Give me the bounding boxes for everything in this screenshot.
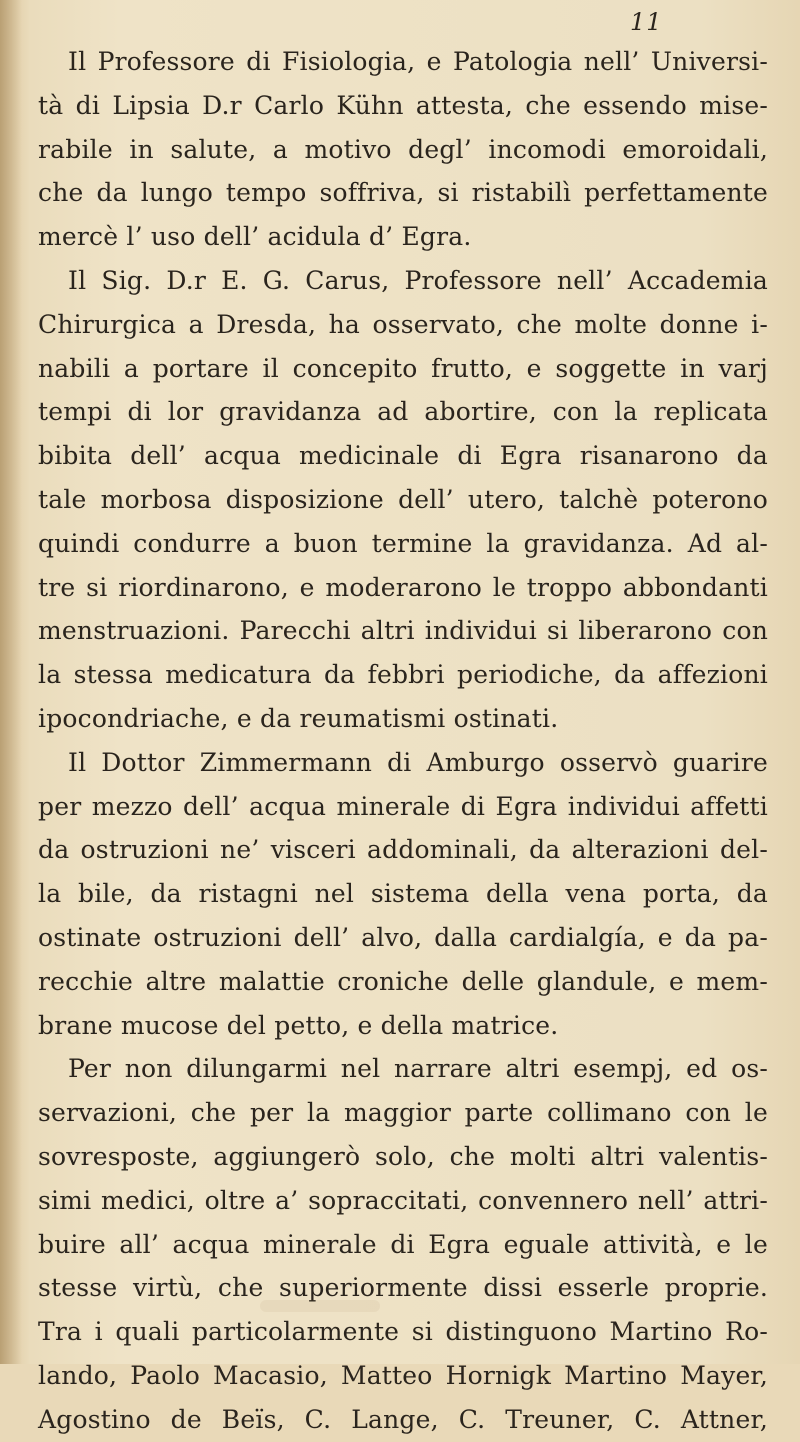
text-line: tà di Lipsia D.r Carlo Kühn attesta, che essendo mise- xyxy=(38,90,768,120)
paper-stain xyxy=(260,1300,380,1312)
text-line: tempi di lor gravidanza ad abortire, con la replicata xyxy=(38,397,768,427)
text-line: buire all’ acqua minerale di Egra eguale attività, e le xyxy=(38,1229,768,1259)
text-line: ipocondriache, e da reumatismi ostinati. xyxy=(38,703,559,733)
page-number: 11 xyxy=(630,8,663,36)
text-line: nabili a portare il concepito frutto, e soggette in varj xyxy=(38,353,768,383)
page-gutter-shadow xyxy=(0,0,22,1364)
text-line: recchie altre malattie croniche delle glandule, e mem- xyxy=(38,966,768,996)
text-line: da ostruzioni ne’ visceri addominali, da alterazioni del- xyxy=(38,835,768,865)
text-line: la stessa medicatura da febbri periodiche, da affezioni xyxy=(38,660,768,690)
text-line: Il Sig. D.r E. G. Carus, Professore nell’ Accademia xyxy=(68,265,768,295)
text-line: Per non dilungarmi nel narrare altri esempj, ed os- xyxy=(68,1054,768,1084)
text-line: sovresposte, aggiungerò solo, che molti altri valentis- xyxy=(38,1141,768,1171)
text-line: Chirurgica a Dresda, ha osservato, che molte donne i- xyxy=(38,309,768,339)
text-line: mercè l’ uso dell’ acidula d’ Egra. xyxy=(38,222,472,252)
text-line: menstruazioni. Parecchi altri individui si liberarono con xyxy=(38,616,768,646)
text-line: per mezzo dell’ acqua minerale di Egra individui affetti xyxy=(38,791,768,821)
text-line: simi medici, oltre a’ sopraccitati, convennero nell’ attri- xyxy=(38,1185,768,1215)
text-line: lando, Paolo Macasio, Matteo Hornigk Martino Mayer, xyxy=(38,1360,768,1390)
text-line: la bile, da ristagni nel sistema della vena porta, da xyxy=(38,879,768,909)
text-line: servazioni, che per la maggior parte collimano con le xyxy=(38,1098,768,1128)
text-line: ostinate ostruzioni dell’ alvo, dalla cardialgía, e da pa- xyxy=(38,922,768,952)
text-line: Agostino de Beïs, C. Lange, C. Treuner, C. Attner, xyxy=(38,1404,768,1434)
text-line: quindi condurre a buon termine la gravidanza. Ad al- xyxy=(38,528,768,558)
text-line: Il Professore di Fisiologia, e Patologia nell’ Universi- xyxy=(68,47,768,76)
text-line: Tra i quali particolarmente si distinguono Martino Ro- xyxy=(38,1317,768,1347)
text-line: Il Dottor Zimmermann di Amburgo osservò guarire xyxy=(68,747,768,777)
text-line: rabile in salute, a motivo degl’ incomodi emoroidali, xyxy=(38,134,768,164)
text-line: brane mucose del petto, e della matrice. xyxy=(38,1010,559,1040)
text-line: che da lungo tempo soffriva, si ristabilì perfettamente xyxy=(38,178,768,208)
body-text xyxy=(38,40,768,1442)
text-line: tale morbosa disposizione dell’ utero, talchè poterono xyxy=(38,484,768,514)
text-line: tre si riordinarono, e moderarono le troppo abbondanti xyxy=(38,572,768,602)
text-line: stesse virtù, che superiormente dissi esserle proprie. xyxy=(38,1273,768,1303)
text-line: bibita dell’ acqua medicinale di Egra risanarono da xyxy=(38,441,768,471)
